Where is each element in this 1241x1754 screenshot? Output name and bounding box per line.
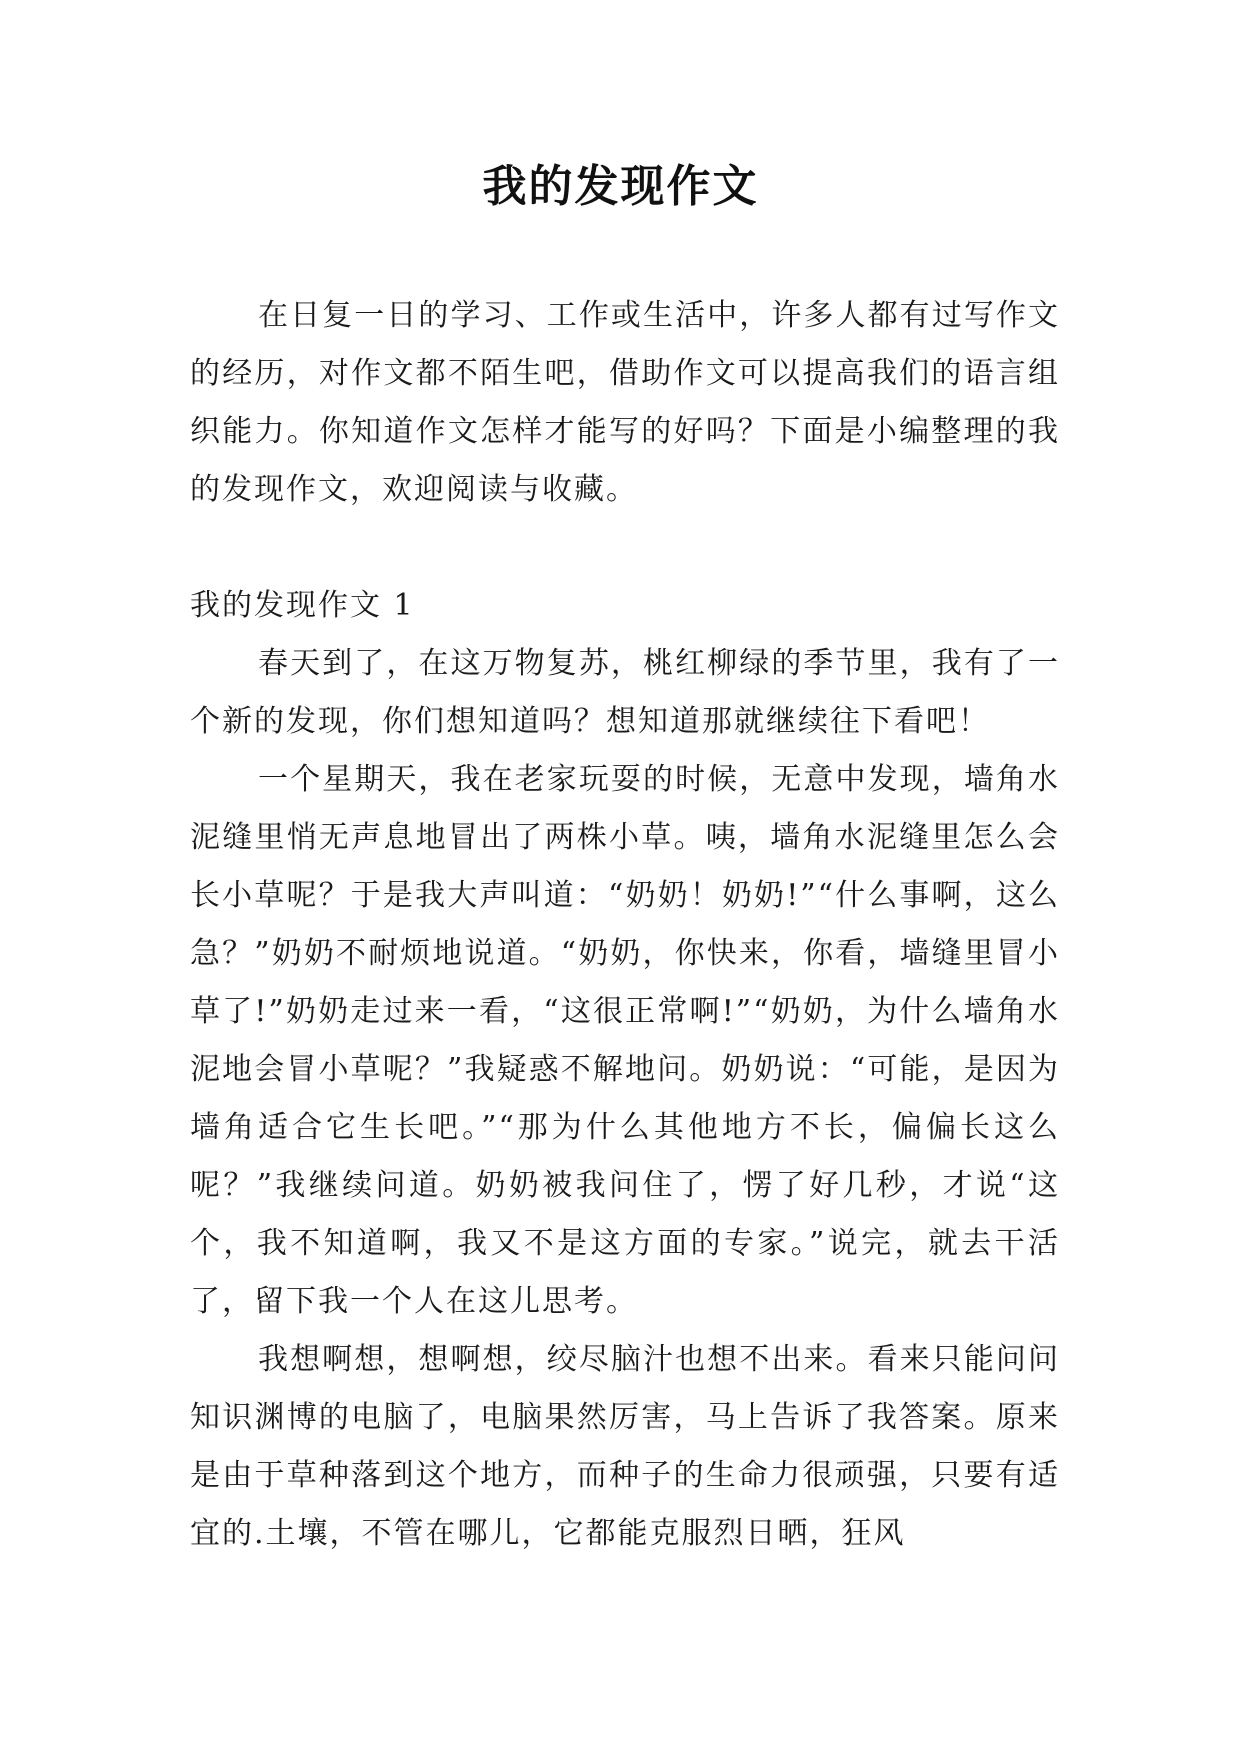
document-title: 我的发现作文 xyxy=(482,161,759,212)
body-paragraph-3: 我想啊想，想啊想，绞尽脑汁也想不出来。看来只能问问知识渊博的电脑了，电脑果然厉害，马上告诉了我答案。原来是由于草种落到这个地方，而种子的生命力很顽强，只要有适宜的.土壤，不管在哪儿，它都能克服烈日晒，狂风 xyxy=(190,1342,1060,1551)
body-paragraph-1: 春天到了，在这万物复苏，桃红柳绿的季节里，我有了一个新的发现，你们想知道吗？想知道那就继续往下看吧！ xyxy=(190,646,1060,739)
body-paragraph-2: 一个星期天，我在老家玩耍的时候，无意中发现，墙角水泥缝里悄无声息地冒出了两株小草。咦，墙角水泥缝里怎么会长小草呢？于是我大声叫道：“奶奶！奶奶!”“什么事啊，这么急？”奶奶不耐烦地说道。“奶奶，你快来，你看，墙缝里冒小草了!”奶奶走过来一看，“这很正常啊!”“奶奶，为什么墙角水泥地会冒小草呢？”我疑惑不解地问。奶奶说：“可能，是因为墙角适合它生长吧。”“那为什么其他地方不长，偏偏长这么呢？”我继续问道。奶奶被我问住了，愣了好几秒，才说“这个，我不知道啊，我又不是这方面的专家。”说完，就去干活了，留下我一个人在这儿思考。 xyxy=(190,762,1060,1319)
intro-paragraph: 在日复一日的学习、工作或生活中，许多人都有过写作文的经历，对作文都不陌生吧，借助作文可以提高我们的语言组织能力。你知道作文怎样才能写的好吗？下面是小编整理的我的发现作文，欢迎阅读与收藏。 xyxy=(190,298,1060,507)
document-body xyxy=(190,287,1060,1563)
section-heading: 我的发现作文 1 xyxy=(190,588,415,623)
